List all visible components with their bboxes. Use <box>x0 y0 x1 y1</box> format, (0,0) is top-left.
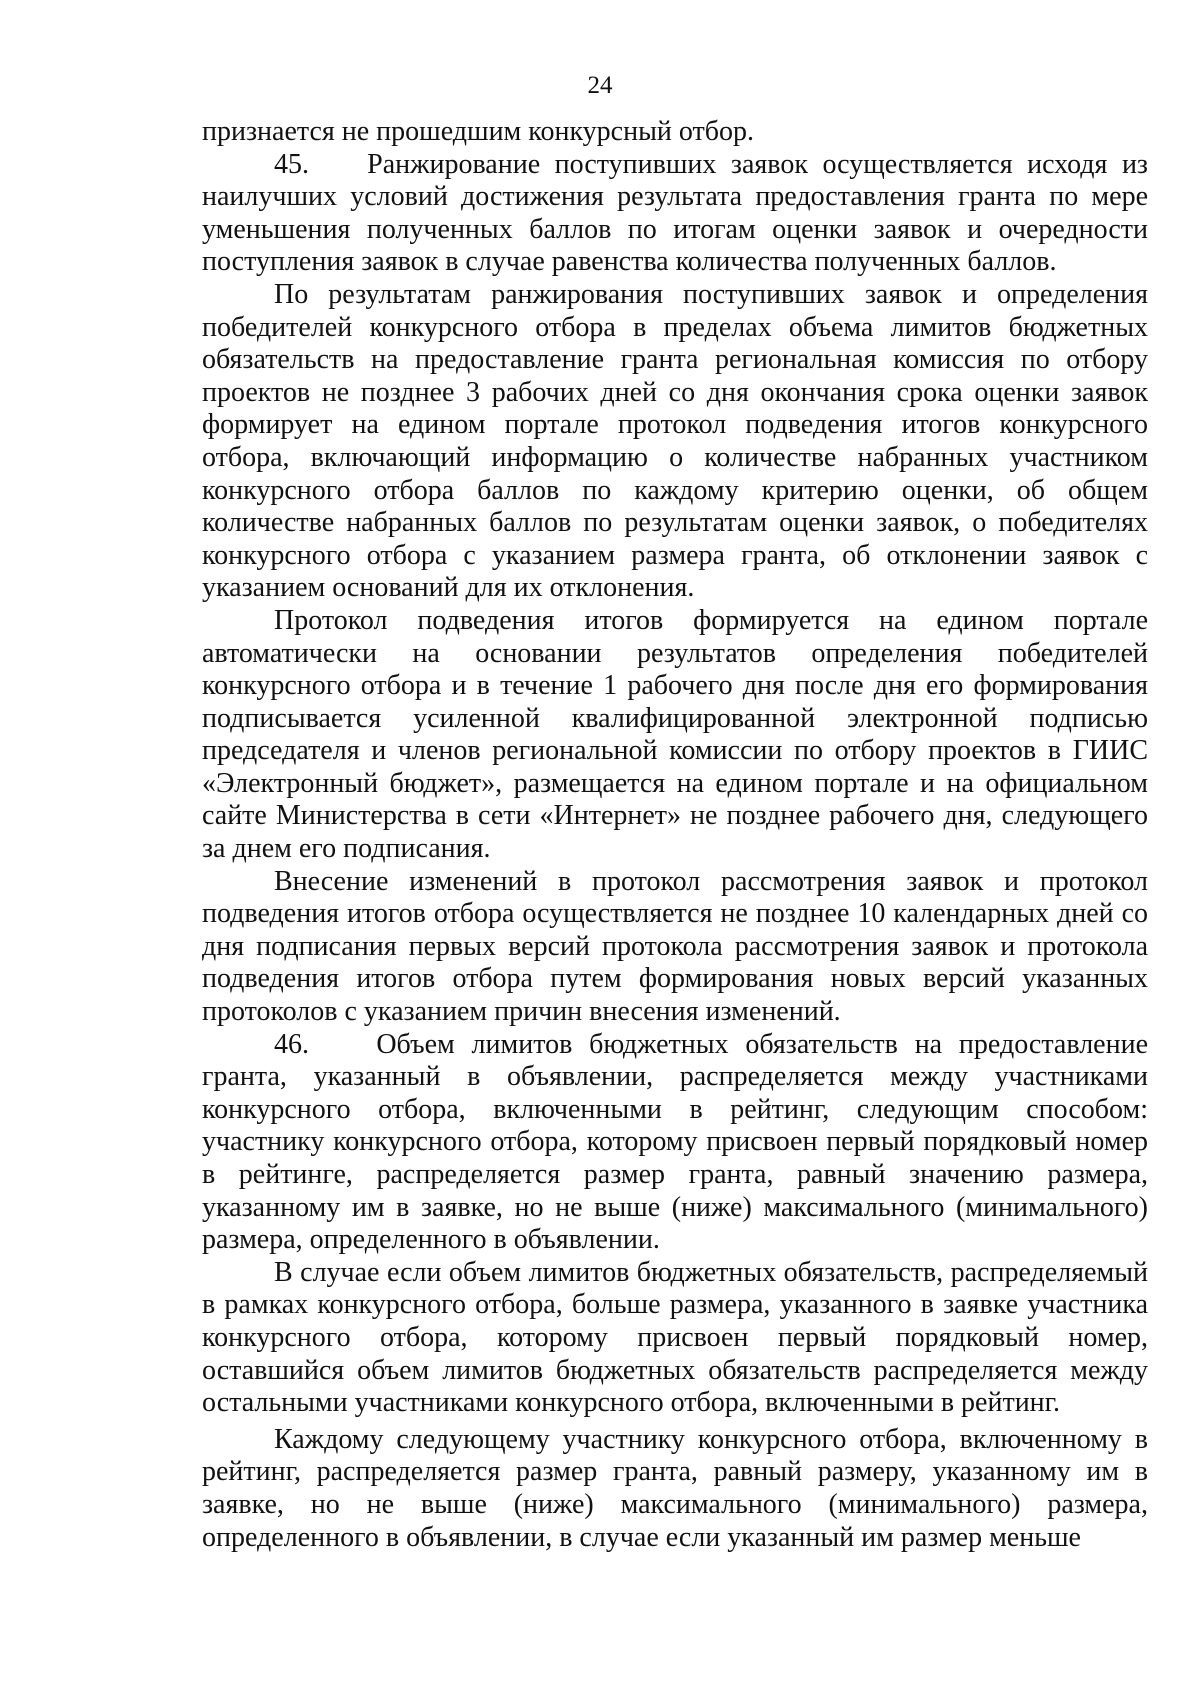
paragraph-protocol-changes: Внесение изменений в протокол рассмотрения заявок и протокол подведения итогов отбора осуществляется не позднее 10 календарных дней со дня подписания первых версий протокола рассмотрения заявок и протокола подведения итогов отбора путем формирования новых версий указанных протоколов с указанием причин внесения изменений. <box>202 865 1148 1028</box>
paragraph-remaining-limits: В случае если объем лимитов бюджетных обязательств, распределяемый в рамках конкурсного отбора, больше размера, указанного в заявке участника конкурсного отбора, которому присвоен первый порядковый номер, оставшийся объем лимитов бюджетных обязательств распределяется между остальными участниками конкурсного отбора, включенными в рейтинг. <box>202 1256 1148 1419</box>
page-number: 24 <box>587 72 613 99</box>
paragraph-next-participant: Каждому следующему участнику конкурсного отбора, включенному в рейтинг, распределяется размер гранта, равный размеру, указанному им в заявке, но не выше (ниже) максимального (минимального) размера, определенного в объявлении, в случае если указанный им размер меньше <box>202 1423 1148 1553</box>
document-body <box>202 116 1148 1554</box>
paragraph-protocol-signing: Протокол подведения итогов формируется на едином портале автоматически на основании результатов определения победителей конкурсного отбора и в течение 1 рабочего дня после дня его формирования подписывается усиленной квалифицированной электронной подписью председателя и членов региональной комиссии по отбору проектов в ГИИС «Электронный бюджет», размещается на едином портале и на официальном сайте Министерства в сети «Интернет» не позднее рабочего дня, следующего за днем его подписания. <box>202 604 1148 865</box>
paragraph-ranking-results: По результатам ранжирования поступивших заявок и определения победителей конкурсного отбора в пределах объема лимитов бюджетных обязательств на предоставление гранта региональная комиссия по отбору проектов не позднее 3 рабочих дней со дня окончания срока оценки заявок формирует на едином портале протокол подведения итогов конкурсного отбора, включающий информацию о количестве набранных участником конкурсного отбора баллов по каждому критерию оценки, об общем количестве набранных баллов по результатам оценки заявок, о победителях конкурсного отбора с указанием размера гранта, об отклонении заявок с указанием оснований для их отклонения. <box>202 278 1148 604</box>
paragraph-item-45: 45. Ранжирование поступивших заявок осуществляется исходя из наилучших условий достижения результата предоставления гранта по мере уменьшения полученных баллов по итогам оценки заявок и очередности поступления заявок в случае равенства количества полученных баллов. <box>202 148 1148 278</box>
paragraph-continuation: признается не прошедшим конкурсный отбор. <box>202 116 754 147</box>
paragraph-item-46: 46. Объем лимитов бюджетных обязательств на предоставление гранта, указанный в объявлении, распределяется между участниками конкурсного отбора, включенными в рейтинг, следующим способом: участнику конкурсного отбора, которому присвоен первый порядковый номер в рейтинге, распределяется размер гранта, равный значению размера, указанному им в заявке, но не выше (ниже) максимального (минимального) размера, определенного в объявлении. <box>202 1028 1148 1256</box>
